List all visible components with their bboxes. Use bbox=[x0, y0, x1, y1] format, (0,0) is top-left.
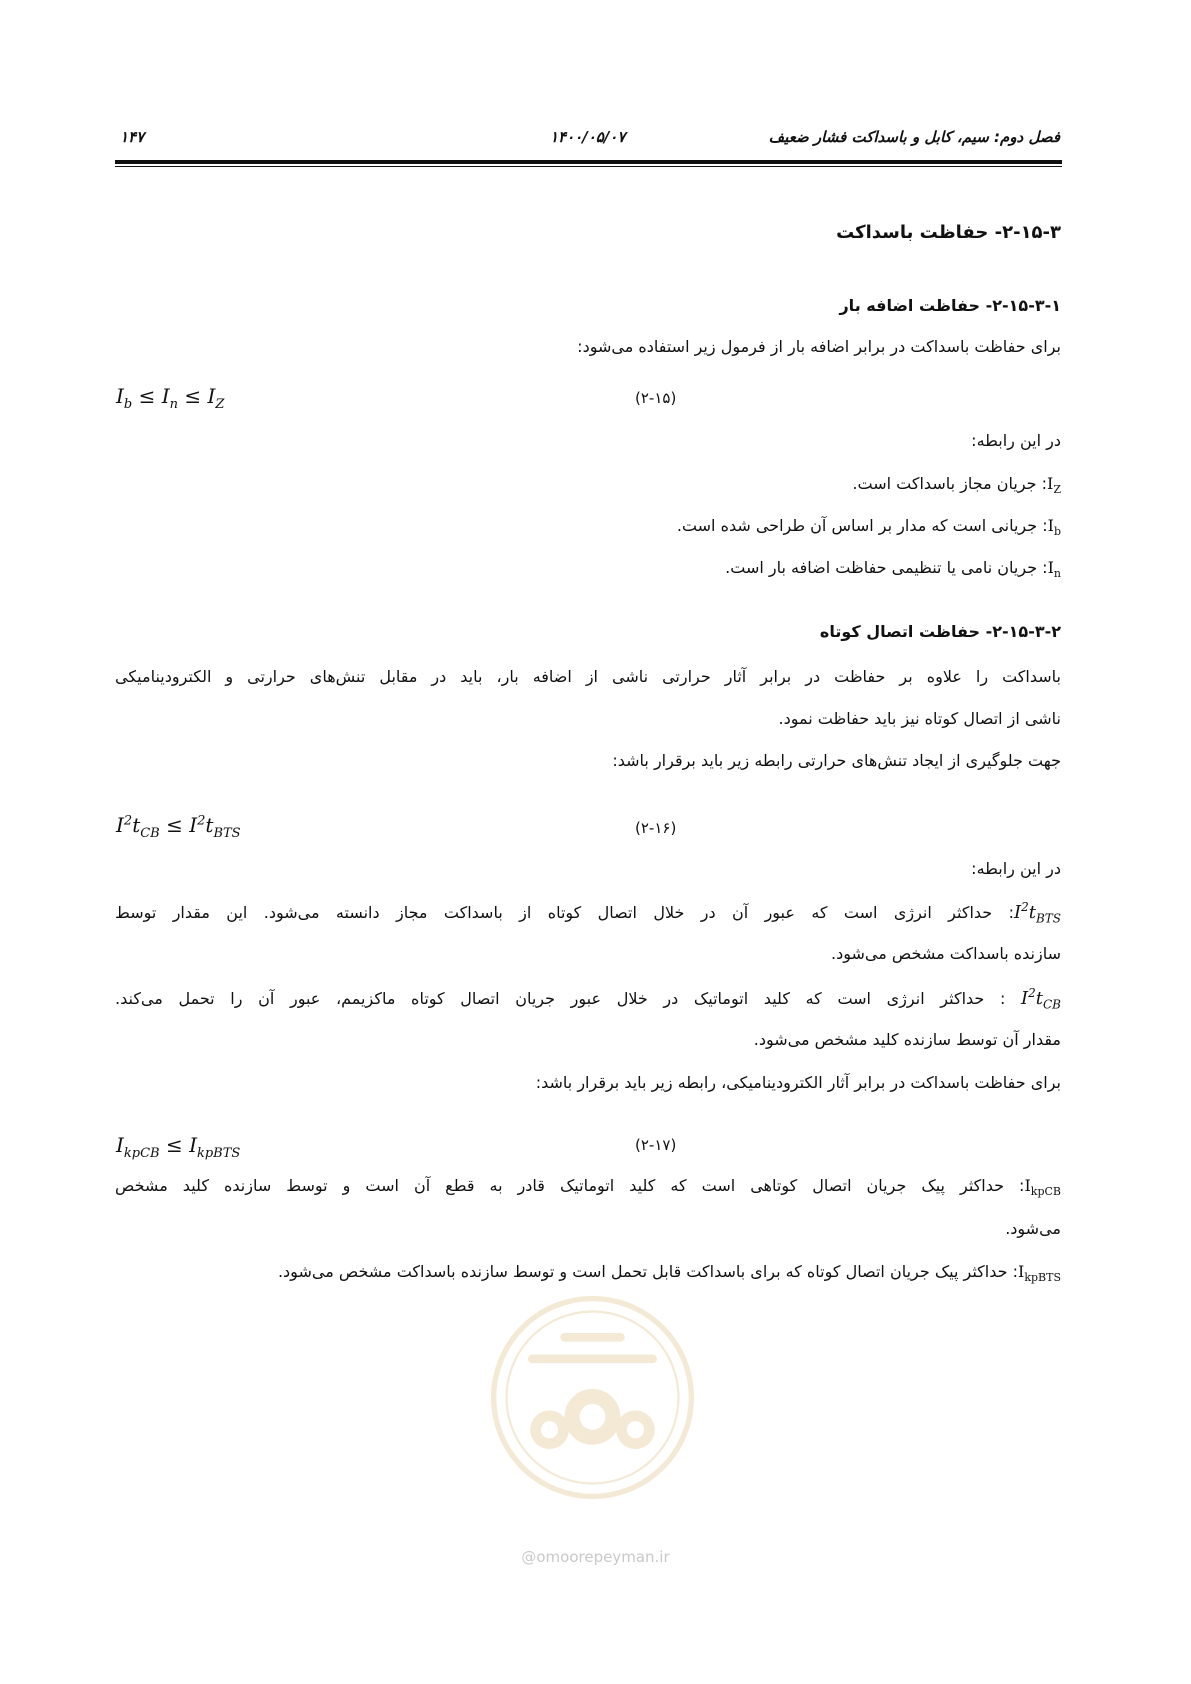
where-label: در این رابطه: bbox=[971, 431, 1061, 450]
definition-in: $I_n$: جریان نامی یا تنظیمی حفاظت اضافه بار است. bbox=[725, 558, 1061, 581]
definition-i2t-cb-line1: $I^2t_{CB}$ : حداکثر انرژی است که کلید اتوماتیک در خلال عبور جریان اتصال کوتاه ماکزیمم، عبور آن را تحمل می‌کند. bbox=[115, 986, 1061, 1012]
symbol-i2t-bts: $I^2t_{BTS}$ bbox=[1013, 900, 1061, 926]
paragraph-short-circuit-line1: باسداکت را علاوه بر حفاظت در برابر آثار حرارتی ناشی از اضافه بار، باید در مقابل تنش‌های حرارتی و الکترودینامیکی bbox=[115, 667, 1061, 686]
equation-2-15: $I_b \le I_n \le I_Z$ bbox=[116, 384, 225, 412]
watermark-url: @omoorepeyman.ir bbox=[521, 1548, 670, 1566]
definition-ikpcb-line2: می‌شود. bbox=[1005, 1219, 1061, 1238]
definition-i2t-bts-line2: سازنده باسداکت مشخص می‌شود. bbox=[831, 944, 1061, 963]
paragraph-intro: برای حفاظت باسداکت در برابر اضافه بار از فرمول زیر استفاده می‌شود: bbox=[577, 337, 1061, 356]
subsection-heading-overload: ۲-۱۵-۳-۱- حفاظت اضافه بار bbox=[839, 296, 1061, 315]
where-label-2: در این رابطه: bbox=[971, 859, 1061, 878]
header-rule-thin bbox=[115, 166, 1062, 167]
header-chapter-title: فصل دوم: سیم، کابل و باسداکت فشار ضعیف bbox=[768, 128, 1060, 146]
symbol-ib: $I_b$ bbox=[1047, 516, 1061, 539]
symbol-ikpbts: $I_{kpBTS}$ bbox=[1018, 1262, 1061, 1285]
symbol-ikpcb: $I_{kpCB}$ bbox=[1024, 1176, 1061, 1199]
symbol-in: $I_n$ bbox=[1047, 558, 1061, 581]
subsection-heading-short-circuit: ۲-۱۵-۳-۲- حفاظت اتصال کوتاه bbox=[819, 622, 1061, 641]
watermark-logo bbox=[485, 1290, 700, 1505]
paragraph-short-circuit-line2: ناشی از اتصال کوتاه نیز باید حفاظت نمود. bbox=[778, 709, 1061, 728]
symbol-i2t-cb: $I^2t_{CB}$ bbox=[1021, 986, 1061, 1012]
header-rule-thick bbox=[115, 160, 1062, 164]
definition-ib: $I_b$: جریانی است که مدار بر اساس آن طراحی شده است. bbox=[676, 516, 1061, 539]
section-heading: ۲-۱۵-۳- حفاظت باسداکت bbox=[836, 222, 1061, 243]
equation-number-2-16: (۲-۱۶) bbox=[635, 819, 677, 837]
definition-iz: $I_Z$: جریان مجاز باسداکت است. bbox=[852, 474, 1061, 497]
paragraph-thermal-stress: جهت جلوگیری از ایجاد تنش‌های حرارتی رابطه زیر باید برقرار باشد: bbox=[612, 751, 1061, 770]
definition-ikpbts: $I_{kpBTS}$: حداکثر پیک جریان اتصال کوتاه که برای باسداکت قابل تحمل است و توسط سازنده باسداکت مشخص می‌شود. bbox=[277, 1262, 1061, 1285]
equation-number-2-17: (۲-۱۷) bbox=[635, 1136, 677, 1154]
equation-2-16: $I^2t_{CB} \le I^2t_{BTS}$ bbox=[116, 813, 241, 841]
header-page-number: ۱۴۷ bbox=[120, 128, 145, 146]
definition-ikpcb-line1: $I_{kpCB}$: حداکثر پیک جریان اتصال کوتاهی است که کلید اتوماتیک قادر به قطع آن است و توسط سازنده کلید مشخص bbox=[115, 1176, 1061, 1199]
equation-2-17: $I_{kpCB} \le I_{kpBTS}$ bbox=[116, 1133, 241, 1161]
paragraph-electrodynamic: برای حفاظت باسداکت در برابر آثار الکترودینامیکی، رابطه زیر باید برقرار باشد: bbox=[535, 1073, 1061, 1092]
header-date: ۱۴۰۰/۰۵/۰۷ bbox=[550, 128, 626, 146]
symbol-iz: $I_Z$ bbox=[1047, 474, 1061, 497]
equation-number-2-15: (۲-۱۵) bbox=[635, 389, 677, 407]
definition-i2t-bts-line1: $I^2t_{BTS}$: حداکثر انرژی است که عبور آن در خلال اتصال کوتاه از باسداکت مجاز دانسته می‌شود. این مقدار توسط bbox=[115, 900, 1061, 926]
definition-i2t-cb-line2: مقدار آن توسط سازنده کلید مشخص می‌شود. bbox=[753, 1030, 1061, 1049]
